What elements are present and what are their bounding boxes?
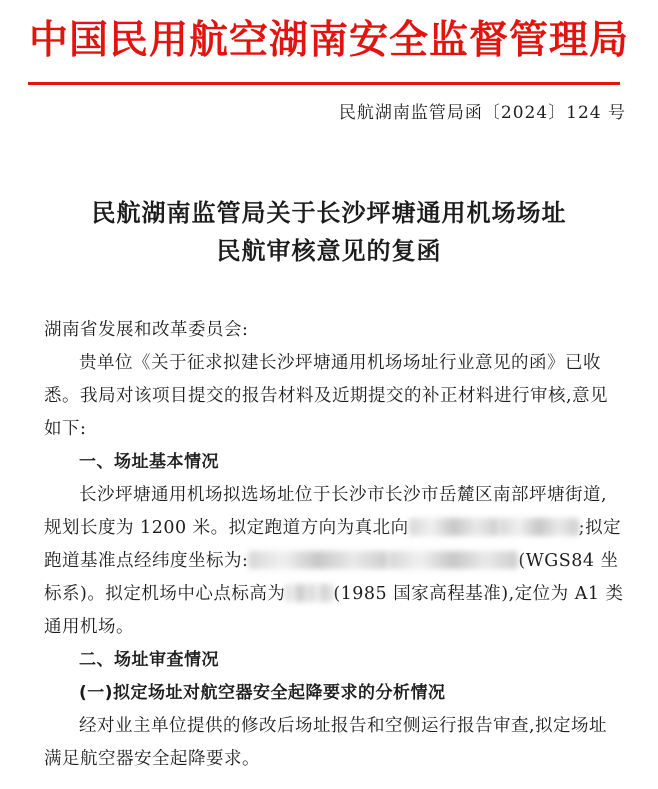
document-title [0, 194, 658, 270]
coordinates-label: ;拟定跑道基准点经纬度坐标为: [44, 518, 622, 571]
document-number: 民航湖南监管局函〔2024〕124 号 [338, 103, 626, 123]
classification-text: (1985 国家高程基准),定位为 A1 类通用机场。 [44, 584, 624, 637]
letter-body [44, 314, 624, 776]
section-2-heading: 二、场址审查情况 [79, 650, 219, 670]
agency-name: 中国民用航空湖南安全监督管理局 [28, 17, 629, 63]
subsection-1-heading: (一)拟定场址对航空器安全起降要求的分析情况 [79, 683, 446, 703]
redacted-elevation-cont [315, 584, 333, 602]
section-1-heading: 一、场址基本情况 [79, 452, 219, 472]
title-line-1: 民航湖南监管局关于长沙坪塘通用机场场址 [91, 199, 567, 227]
redacted-runway-direction-cont [499, 518, 579, 536]
redacted-elevation [285, 584, 315, 602]
red-divider-line [28, 82, 620, 85]
elevation-label: (WGS84 坐标系)。拟定机场中心点标高为 [44, 551, 619, 604]
letterhead [0, 14, 658, 66]
section-1-paragraph [44, 479, 624, 644]
subsection-1-paragraph: 经对业主单位提供的修改后场址报告和空侧运行报告审查,拟定场址满足航空器安全起降要求。 [44, 716, 608, 769]
redacted-coordinates-cont [388, 551, 518, 569]
title-line-2: 民航审核意见的复函 [216, 237, 442, 265]
redacted-runway-direction [409, 518, 499, 536]
intro-paragraph: 贵单位《关于征求拟建长沙坪塘通用机场场址行业意见的函》已收悉。我局对该项目提交的报告材料及近期提交的补正材料进行审核,意见如下: [44, 353, 609, 439]
site-description: 长沙坪塘通用机场拟选场址位于长沙市长沙市岳麓区南部坪塘街道,规划长度为 1200 米。拟定跑道方向为真北向 [44, 485, 608, 538]
salutation: 湖南省发展和改革委员会: [44, 320, 249, 340]
redacted-coordinates [248, 551, 388, 569]
